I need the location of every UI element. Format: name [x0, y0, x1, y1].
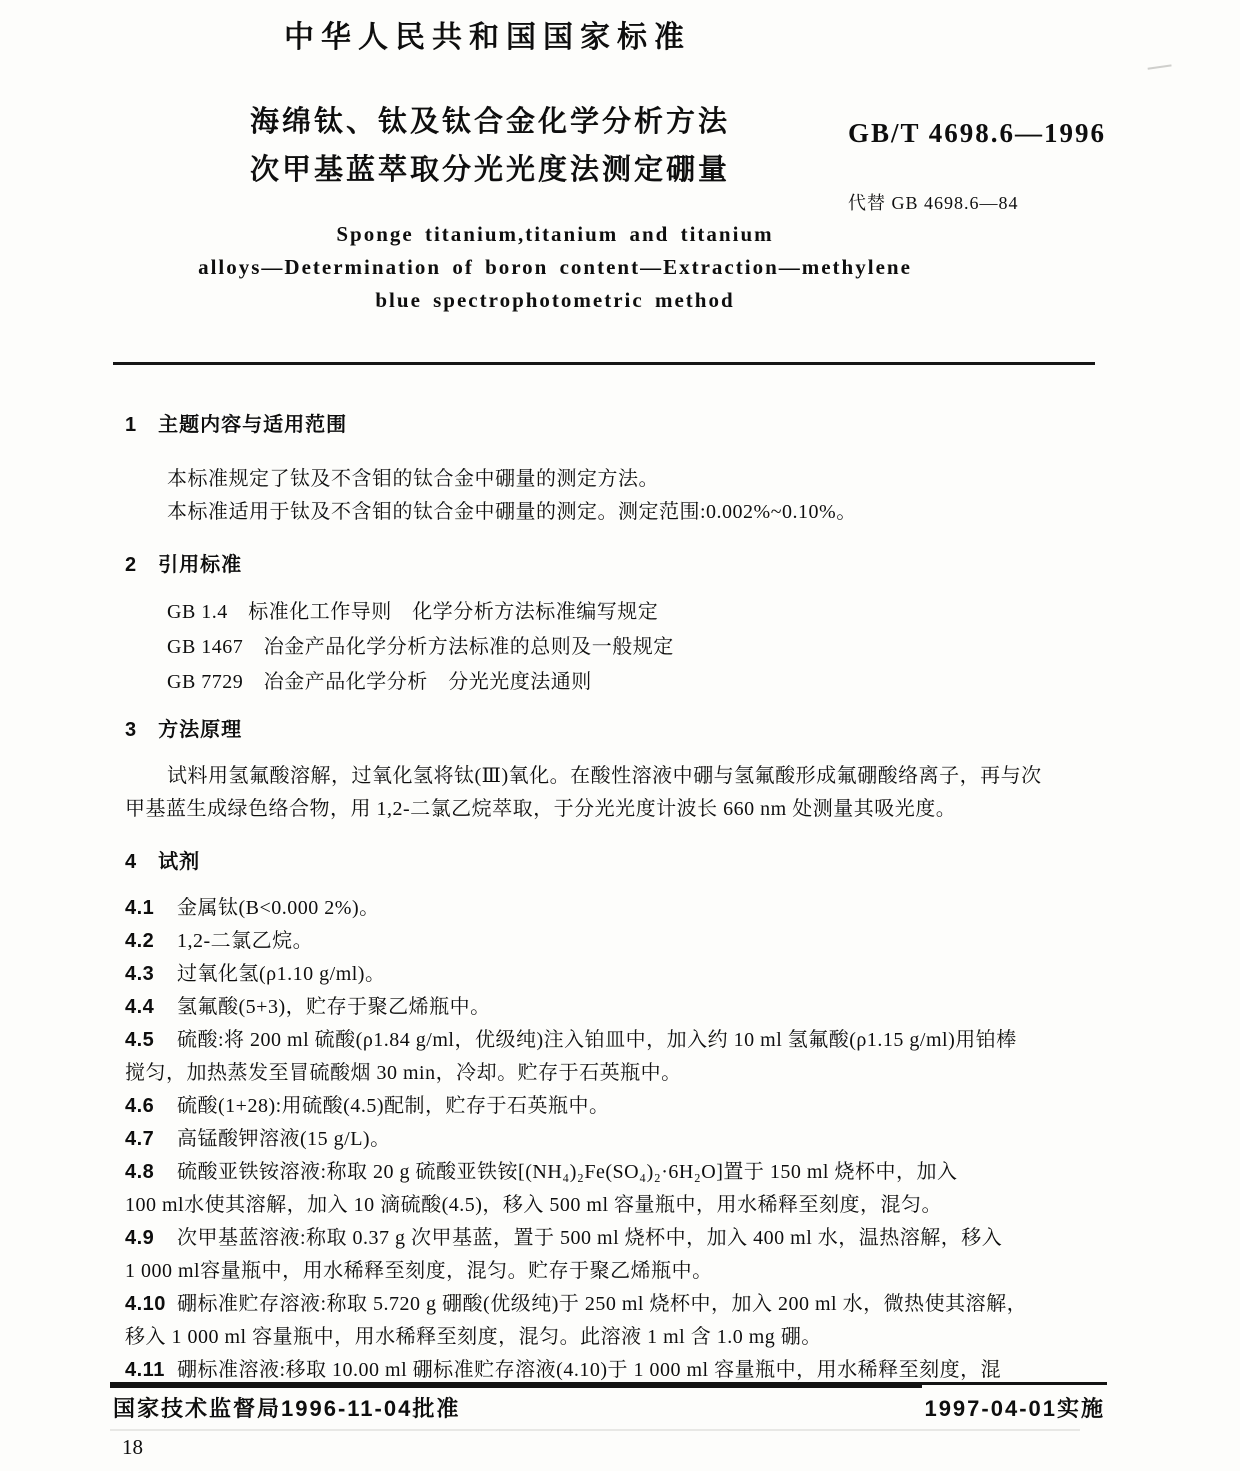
reagent-item [125, 1288, 1115, 1354]
principle-paragraph [125, 760, 1115, 826]
reagent-number: 4.1 [125, 897, 155, 919]
reagent-number: 4.3 [125, 963, 155, 985]
reagent-item [125, 925, 1115, 958]
approval-date: 国家技术监督局1996-11-04批准 [113, 1396, 461, 1421]
scope-paragraph-2: 本标准适用于钛及不含钼的钛合金中硼量的测定。测定范围:0.002%~0.10%。 [167, 501, 857, 523]
document-body [125, 403, 1115, 1387]
reagent-number: 4.7 [125, 1128, 155, 1150]
scan-artifact [1148, 64, 1173, 75]
reference-list [125, 595, 1115, 700]
reagent-item [125, 1123, 1115, 1156]
reagent-text: 硫酸亚铁铵溶液:称取 20 g 硫酸亚铁铵[(NH₄)₂Fe(SO₄)₂·6H₂O]置于 150 ml 烧杯中，加入 [177, 1161, 958, 1183]
reagent-text-continued: 1 000 ml容量瓶中，用水稀释至刻度，混匀。贮存于聚乙烯瓶中。 [125, 1260, 713, 1282]
section-1-heading: 1 主题内容与适用范围 [125, 414, 348, 436]
reagent-text: 硫酸(1+28):用硫酸(4.5)配制，贮存于石英瓶中。 [177, 1095, 610, 1117]
implementation-date: 1997-04-01实施 [924, 1396, 1105, 1421]
principle-line-2: 甲基蓝生成绿色络合物，用 1,2-二氯乙烷萃取，于分光光度计波长 660 nm 处测量其吸光度。 [125, 798, 957, 820]
reagent-number: 4.4 [125, 996, 155, 1018]
reagent-text: 高锰酸钾溶液(15 g/L)。 [177, 1128, 391, 1150]
reagent-text: 硫酸:将 200 ml 硫酸(ρ1.84 g/ml，优级纯)注入铂皿中，加入约 10 ml 氢氟酸(ρ1.15 g/ml)用铂棒 [177, 1029, 1017, 1051]
reagent-text: 过氧化氢(ρ1.10 g/ml)。 [177, 963, 386, 985]
principle-line-1: 试料用氢氟酸溶解，过氧化氢将钛(Ⅲ)氧化。在酸性溶液中硼与氢氟酸形成氟硼酸络离子，再与次 [167, 765, 1042, 787]
reagent-text: 金属钛(B<0.000 2%)。 [177, 897, 380, 919]
reagent-item [125, 1090, 1115, 1123]
reagent-number: 4.10 [125, 1293, 166, 1315]
footer-rule-thick [110, 1382, 922, 1388]
national-standard-header: 中华人民共和国国家标准 [284, 21, 691, 54]
document-title-en [125, 218, 985, 317]
scope-paragraph-1: 本标准规定了钛及不含钼的钛合金中硼量的测定方法。 [167, 468, 659, 490]
reagent-number: 4.8 [125, 1161, 155, 1183]
reagent-number: 4.5 [125, 1029, 155, 1051]
reagent-text: 硼标准贮存溶液:称取 5.720 g 硼酸(优级纯)于 250 ml 烧杯中，加入 200 ml 水，微热使其溶解， [177, 1293, 1028, 1315]
reference-item: GB 1467 冶金产品化学分析方法标准的总则及一般规定 [167, 636, 674, 658]
replaces-note: 代替 GB 4698.6—84 [848, 193, 1019, 213]
section-2-heading: 2 引用标准 [125, 554, 243, 576]
reagent-item [125, 1024, 1115, 1090]
reagent-text: 氢氟酸(5+3)，贮存于聚乙烯瓶中。 [177, 996, 491, 1018]
title-zh-line1: 海绵钛、钛及钛合金化学分析方法 [249, 106, 730, 138]
reagent-text-continued: 移入 1 000 ml 容量瓶中，用水稀释至刻度，混匀。此溶液 1 ml 含 1.0 mg 硼。 [125, 1326, 822, 1348]
reagent-number: 4.9 [125, 1227, 155, 1249]
footer-faint-rule [110, 1429, 1080, 1431]
reagent-text: 次甲基蓝溶液:称取 0.37 g 次甲基蓝，置于 500 ml 烧杯中，加入 400 ml 水，温热溶解，移入 [177, 1227, 1003, 1249]
reference-item: GB 1.4 标准化工作导则 化学分析方法标准编写规定 [167, 601, 659, 623]
reagent-number: 4.2 [125, 930, 155, 952]
title-en-line3: blue spectrophotometric method [375, 288, 735, 312]
title-en-line2: alloys—Determination of boron content—Extraction—methylene [198, 255, 912, 279]
page-number: 18 [122, 1435, 143, 1459]
title-en-line1: Sponge titanium,titanium and titanium [336, 222, 774, 246]
reagent-number: 4.11 [125, 1359, 165, 1381]
reagent-number: 4.6 [125, 1095, 155, 1117]
footer [113, 1392, 1105, 1423]
section-4-heading: 4 试剂 [125, 851, 201, 873]
reagent-text: 硼标准溶液:移取 10.00 ml 硼标准贮存溶液(4.10)于 1 000 ml 容量瓶中，用水稀释至刻度，混 [177, 1359, 1002, 1381]
section-3-heading: 3 方法原理 [125, 719, 243, 741]
reagent-item [125, 1156, 1115, 1222]
title-zh-line2: 次甲基蓝萃取分光光度法测定硼量 [249, 154, 730, 186]
reagent-text: 1,2-二氯乙烷。 [177, 930, 314, 952]
reagent-text-continued: 100 ml水使其溶解，加入 10 滴硫酸(4.5)，移入 500 ml 容量瓶中，用水稀释至刻度，混匀。 [125, 1194, 943, 1216]
reagent-item [125, 892, 1115, 925]
reagent-item [125, 991, 1115, 1024]
reagent-list [125, 892, 1115, 1387]
document-title-zh [125, 98, 855, 194]
footer-rule-thin [922, 1382, 1107, 1385]
reagent-item [125, 958, 1115, 991]
reference-item: GB 7729 冶金产品化学分析 分光光度法通则 [167, 671, 592, 693]
reagent-text-continued: 搅匀，加热蒸发至冒硫酸烟 30 min，冷却。贮存于石英瓶中。 [125, 1062, 682, 1084]
header-divider [113, 362, 1095, 365]
reagent-item [125, 1222, 1115, 1288]
standard-code: GB/T 4698.6—1996 [848, 118, 1107, 148]
